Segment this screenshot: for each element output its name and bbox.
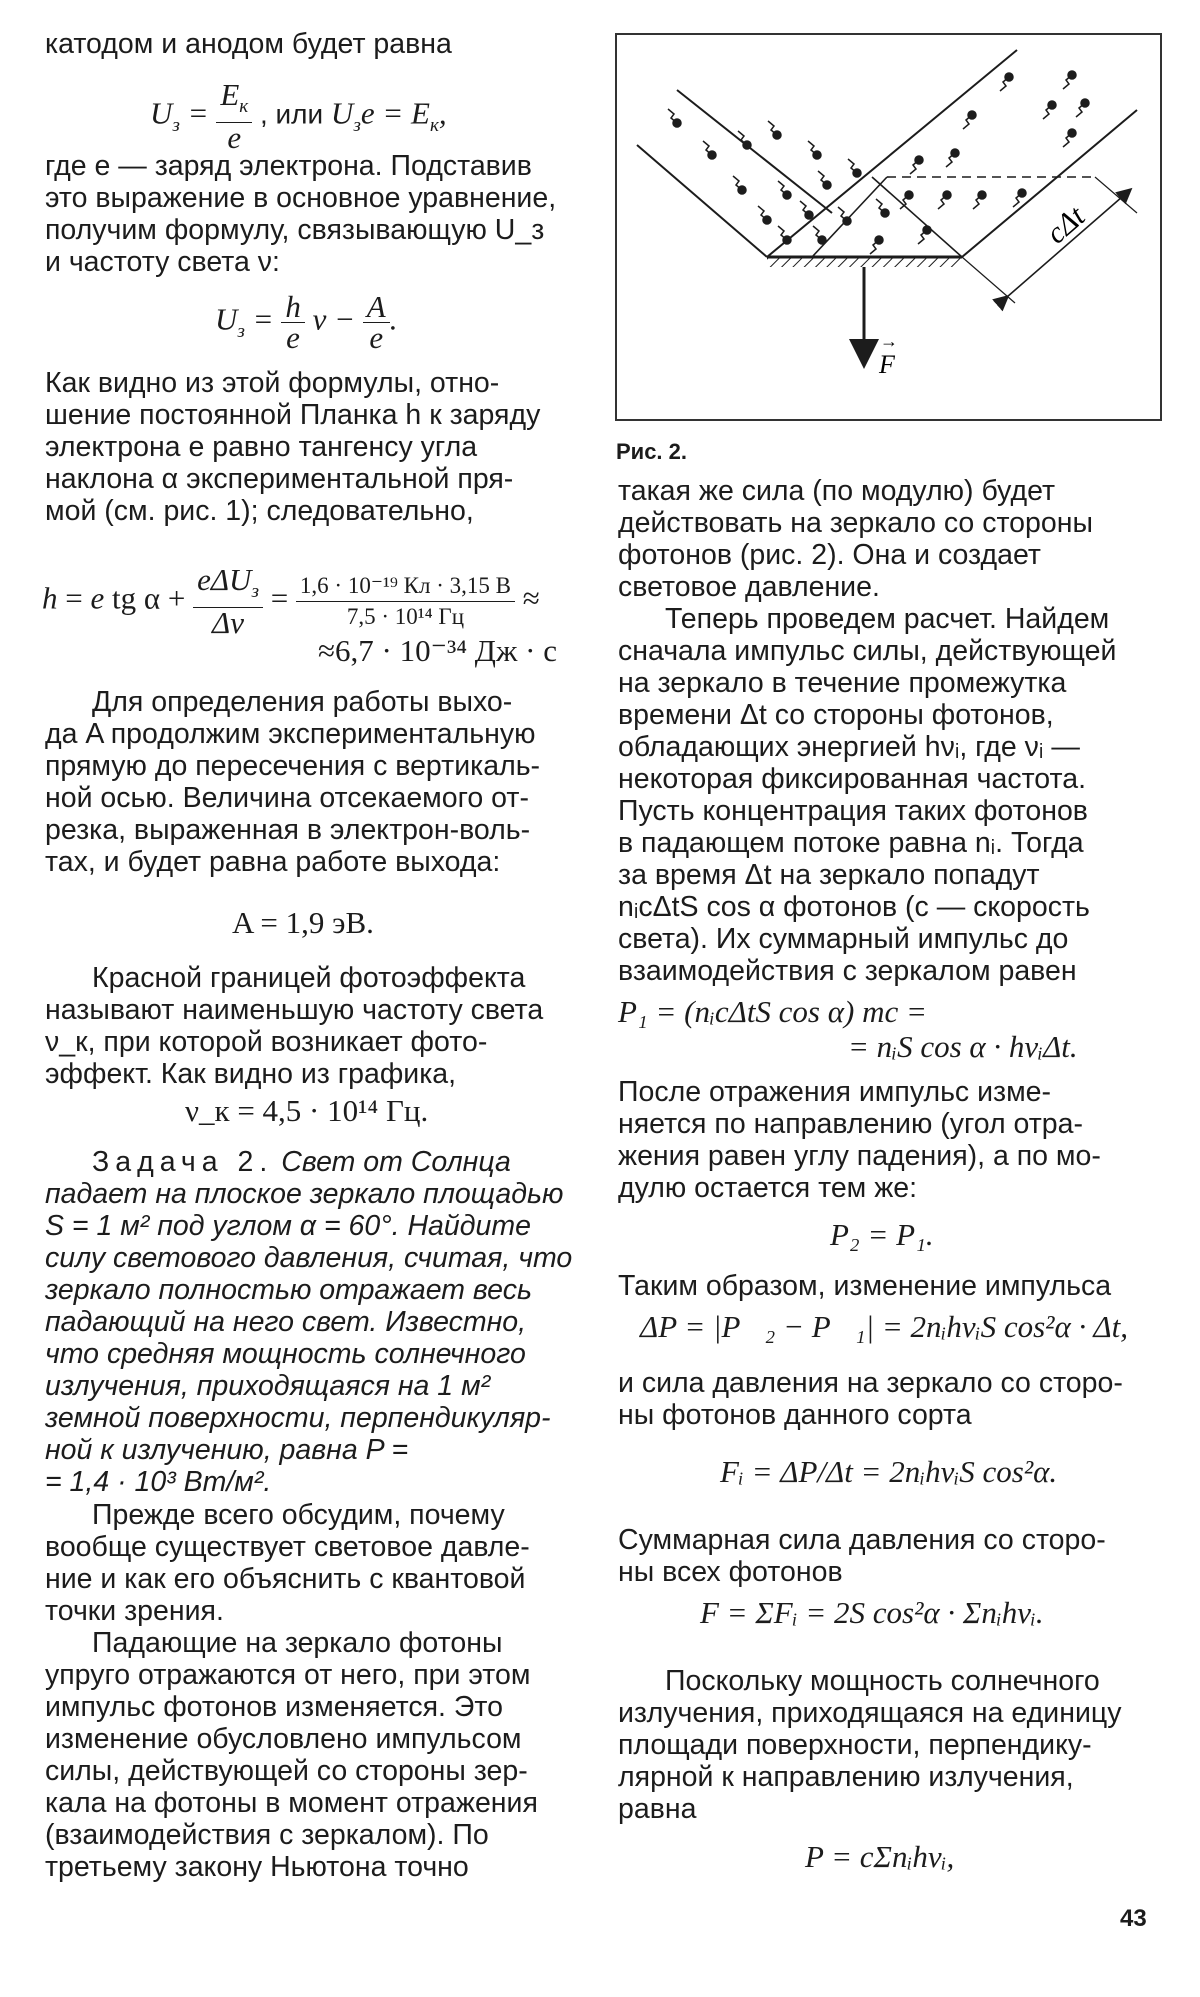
photon-icon [1063,71,1076,89]
photon-icon [733,176,746,194]
task-line: падает на плоское зеркало площадью [45,1178,564,1210]
text-line: катодом и анодом будет равна [45,28,452,60]
photon-icon [818,171,831,189]
photon-icon [963,111,976,129]
text-line: Красной границей фотоэффекта [92,962,526,994]
text-line: няется по направлению (угол отра- [618,1108,1084,1140]
task-line: силу светового давления, считая, что [45,1242,573,1274]
text-line: света). Их суммарный импульс до [618,923,1069,955]
text-line: обладающих энергией hνᵢ, где νᵢ — [618,731,1080,763]
photon-icon [758,206,771,224]
text-line: Поскольку мощность солнечного [665,1665,1100,1697]
text-line: в падающем потоке равна nᵢ. Тогда [618,827,1084,859]
text-line: ной осью. Величина отсекаемого от- [45,782,529,814]
text-line: После отражения импульс изме- [618,1076,1052,1108]
text-line: Как видно из этой формулы, отно- [45,367,500,399]
formula-momentum-equality: P₂ = P₁. [830,1217,934,1252]
task-line: ной к излучению, равна P = [45,1434,409,1466]
formula-einstein-voltage: $U_з$ = $\frac{h}{e}$ ν − $\frac{A}{e}$ . [215,289,398,355]
photon-icon [800,201,813,219]
text-line: за время Δt на зеркало попадут [618,859,1040,891]
text-line: и сила давления на зеркало со сторо- [618,1367,1123,1399]
photon-icon [838,207,851,225]
photon-icon [778,226,791,244]
text-line: электрона e равно тангенсу угла [45,431,478,463]
text-line: импульс фотонов изменяется. Это [45,1691,503,1723]
text-line: площади поверхности, перпендику- [618,1729,1092,1761]
text-line: где e — заряд электрона. Подставив [45,150,532,182]
text-line: лярной к направлению излучения, [618,1761,1074,1793]
photon-icon [938,191,951,209]
photon-icon [1076,99,1089,117]
text-line: шение постоянной Планка h к заряду [45,399,541,431]
text-line: ν_к, при которой возникает фото- [45,1026,488,1058]
photon-icon [876,199,889,217]
page-number: 43 [1120,1905,1147,1932]
task-line: земной поверхности, перпендикуляр- [45,1402,551,1434]
photon-icon [768,121,781,139]
text-line: это выражение в основное уравнение, [45,182,557,214]
svg-text:→: → [880,331,898,351]
task-line: = 1,4 · 10³ Вт/м². [45,1466,272,1498]
text-line: на зеркало в течение промежутка [618,667,1067,699]
task-line: зеркало полностью отражает весь [45,1274,532,1306]
text-line: изменение обусловлено импульсом [45,1723,522,1755]
text-line: Падающие на зеркало фотоны [92,1627,503,1659]
text-line: некоторая фиксированная частота. [618,763,1087,795]
text-line: мой (см. рис. 1); следовательно, [45,495,474,527]
photon-icon [1043,101,1056,119]
incident-beam-edge [637,145,767,257]
photon-icon [1000,73,1013,91]
text-line: называют наименьшую частоту света [45,994,544,1026]
photon-icon [870,236,883,254]
photon-icon [813,226,826,244]
text-line: третьему закону Ньютона точно [45,1851,469,1883]
text-line: жения равен углу падения), а по мо- [618,1140,1101,1172]
text-line: равна [618,1793,697,1825]
text-line: кала на фотоны в момент отражения [45,1787,538,1819]
text-line: точки зрения. [45,1595,224,1627]
text-line: вообще существует световое давле- [45,1531,530,1563]
photon-icon [808,141,821,159]
photon-icon [918,226,931,244]
formula-work-function: A = 1,9 эВ. [232,905,374,940]
photon-icon [778,181,791,199]
label-force: F [879,350,895,379]
photon-icon [848,159,861,177]
text-line: Теперь проведем расчет. Найдем [665,603,1110,635]
text-line: да A продолжим экспериментальную [45,718,536,750]
text-line: эффект. Как видно из графика, [45,1058,457,1090]
reflected-beam-edge [767,50,1017,257]
photon-icon [1063,129,1076,147]
photon-icon [946,149,959,167]
formula-initial-momentum: P₁ = (nᵢcΔtS cos α) mc = [618,994,927,1029]
text-line: резка, выраженная в электрон-воль- [45,814,531,846]
text-line: nᵢcΔtS cos α фотонов (c — скорость [618,891,1090,923]
photon-icon [900,191,913,209]
text-line: силы, действующей со стороны зер- [45,1755,528,1787]
text-line: такая же сила (по модулю) будет [618,475,1056,507]
formula-initial-momentum-result: = nᵢS cos α · hνᵢΔt. [848,1029,1078,1064]
task-line: излучения, приходящаяся на 1 м² [45,1370,491,1402]
formula-planck-result: ≈6,7 · 10⁻³⁴ Дж · с [318,633,557,668]
text-line: тах, и будет равна работе выхода: [45,846,501,878]
text-line: Пусть концентрация таких фотонов [618,795,1088,827]
formula-power: P = cΣnᵢhνᵢ, [805,1839,955,1874]
text-line: ние и как его объяснить с квантовой [45,1563,526,1595]
text-line: излучения, приходящаяся на единицу [618,1697,1122,1729]
photon-icon [973,191,986,209]
figure-2 [615,33,1162,421]
text-line: и частоту света ν: [45,246,280,278]
mirror-diagram [617,35,1160,419]
text-line: прямую до пересечения с вертикаль- [45,750,541,782]
text-line: времени Δt со стороны фотонов, [618,699,1054,731]
text-line: фотонов (рис. 2). Она и создает [618,539,1041,571]
photon-icon [668,109,681,127]
text-line: дулю остается тем же: [618,1172,918,1204]
mirror-hatching [767,258,962,267]
task-line: падающий на него свет. Известно, [45,1306,527,1338]
text-line: Таким образом, изменение импульса [618,1270,1112,1302]
text-line: наклона α экспериментальной пря- [45,463,514,495]
text-line: упруго отражаются от него, при этом [45,1659,531,1691]
photon-icon [910,156,923,174]
text-line: сначала импульс силы, действующей [618,635,1117,667]
task-heading: Задача 2. Свет от Солнца [92,1146,511,1178]
text-line: Прежде всего обсудим, почему [92,1499,505,1531]
formula-momentum-change: ΔP = |P⃗₂ − P⃗₁| = 2nᵢhνᵢS cos²α · Δt, [640,1309,1128,1344]
formula-total-force: F = ΣFᵢ = 2S cos²α · Σnᵢhνᵢ. [700,1595,1044,1630]
task-line: что средняя мощность солнечного [45,1338,526,1370]
text-line: действовать на зеркало со стороны [618,507,1093,539]
formula-planck-constant: h = e tg α + $\frac{e\Delta U_з}{\Delta\nu}$ = $\frac{\text{1,6 · 10⁻¹⁹ Кл · 3,15 В}}{\text{7,5 · 10¹⁴ Гц}}$ ≈ [42,562,540,641]
text-line: получим формулу, связывающую U_з [45,214,545,246]
label-c-delta-t: cΔt [1039,199,1092,251]
text-line: световое давление. [618,571,880,603]
formula-red-limit: ν_к = 4,5 · 10¹⁴ Гц. [185,1093,429,1128]
text-line: Для определения работы выхо- [92,686,513,718]
incident-beam-edge [677,90,832,213]
text-line: Суммарная сила давления со сторо- [618,1524,1106,1556]
formula-retarding-voltage: $U_з$ = $\frac{E_к}{e}$ , или $U_зe = E_к$, [150,77,447,156]
task-line: S = 1 м² под углом α = 60°. Найдите [45,1210,531,1242]
text-line: (взаимодействия с зеркалом). По [45,1819,489,1851]
figure-caption: Рис. 2. [616,439,688,464]
formula-force-single: Fᵢ = ΔP/Δt = 2nᵢhνᵢS cos²α. [720,1454,1058,1489]
text-line: взаимодействия с зеркалом равен [618,955,1077,987]
text-line: ны фотонов данного сорта [618,1399,972,1431]
photon-icon [703,141,716,159]
text-line: ны всех фотонов [618,1556,843,1588]
